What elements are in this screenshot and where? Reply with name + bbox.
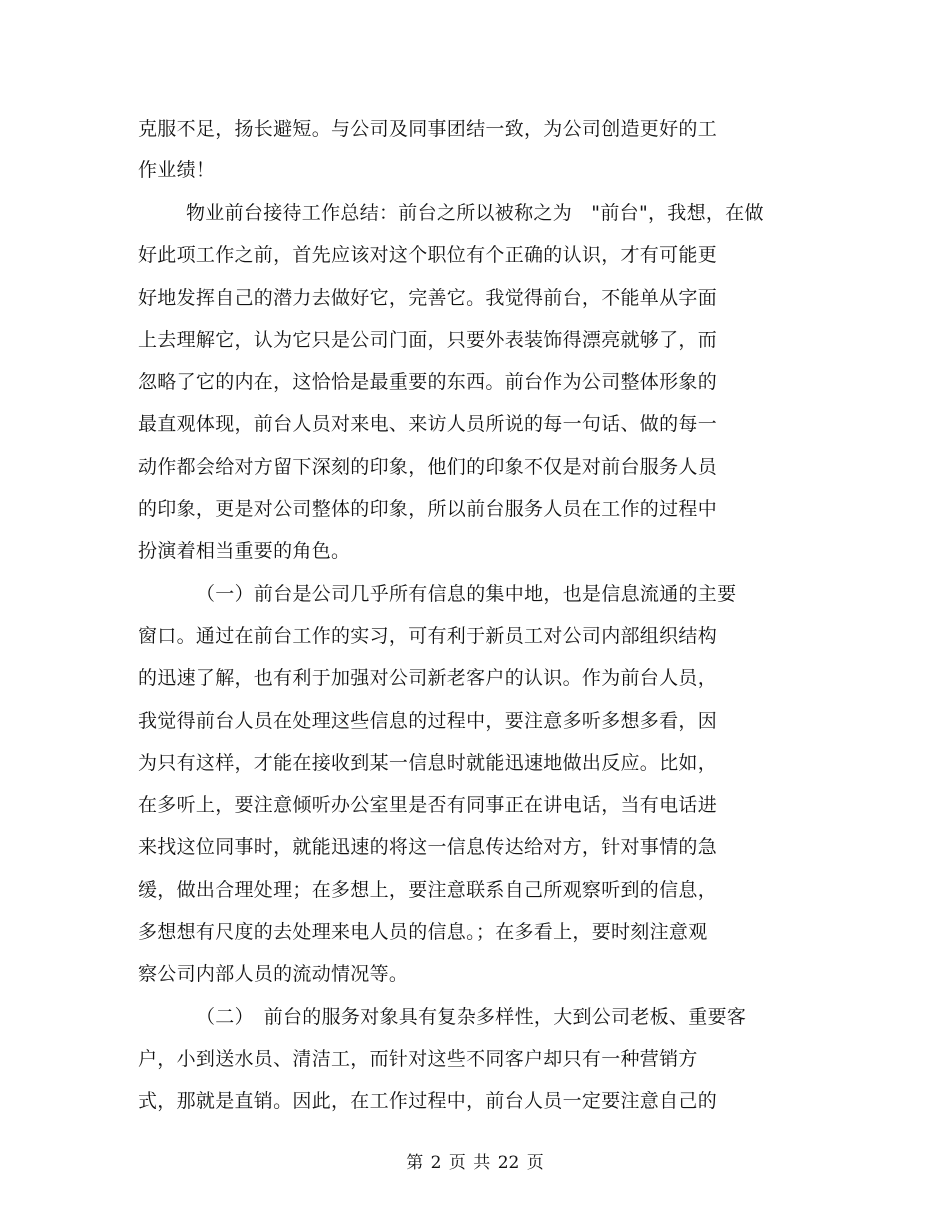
text-line-8: 最直观体现，前台人员对来电、来访人员所说的每一句话、做的每一 — [138, 413, 718, 435]
text-line-6: 上去理解它，认为它只是公司门面，只要外表装饰得漂亮就够了，而 — [138, 329, 718, 351]
text-line-23: 户，小到送水员、清洁工，而针对这些不同客户却只有一种营销方 — [138, 1048, 698, 1070]
text-line-20: 多想想有尺度的去处理来电人员的信息。；在多看上，要时刻注意观 — [138, 921, 708, 943]
text-line-15: 我觉得前台人员在处理这些信息的过程中，要注意多听多想多看，因 — [138, 710, 718, 732]
text-line-16: 为只有这样，才能在接收到某一信息时就能迅速地做出反应。比如， — [138, 752, 718, 774]
text-line-11: 扮演着相当重要的角色。 — [138, 540, 351, 562]
text-line-14: 的迅速了解，也有利于加强对公司新老客户的认识。作为前台人员， — [138, 667, 718, 689]
page-number-footer: 第 2 页 共 22 页 — [406, 1153, 544, 1173]
text-line-13: 窗口。通过在前台工作的实习，可有利于新员工对公司内部组织结构 — [138, 625, 718, 647]
text-line-4: 好此项工作之前，首先应该对这个职位有个正确的认识，才有可能更 — [138, 244, 718, 266]
text-line-18: 来找这位同事时，就能迅速的将这一信息传达给对方，针对事情的急 — [138, 836, 718, 858]
text-line-2: 作业绩！ — [138, 159, 216, 181]
text-line-19: 缓，做出合理处理；在多想上，要注意联系自己所观察听到的信息， — [138, 879, 718, 901]
text-line-17: 在多听上，要注意倾听办公室里是否有同事正在讲电话，当有电话进 — [138, 794, 718, 816]
text-line-22: （二） 前台的服务对象具有复杂多样性，大到公司老板、重要客 — [196, 1006, 747, 1028]
text-line-24: 式，那就是直销。因此，在工作过程中，前台人员一定要注意自己的 — [138, 1090, 718, 1112]
text-line-7: 忽略了它的内在，这恰恰是最重要的东西。前台作为公司整体形象的 — [138, 371, 718, 393]
text-line-12: （一）前台是公司几乎所有信息的集中地，也是信息流通的主要 — [196, 583, 737, 605]
text-line-1: 克服不足，扬长避短。与公司及同事团结一致，为公司创造更好的工 — [138, 118, 718, 140]
text-line-5: 好地发挥自己的潜力去做好它，完善它。我觉得前台，不能单从字面 — [138, 287, 718, 309]
text-line-3: 物业前台接待工作总结：前台之所以被称之为 "前台"，我想，在做 — [186, 202, 764, 224]
text-line-9: 动作都会给对方留下深刻的印象，他们的印象不仅是对前台服务人员 — [138, 456, 718, 478]
text-line-10: 的印象，更是对公司整体的印象，所以前台服务人员在工作的过程中 — [138, 498, 718, 520]
text-line-21: 察公司内部人员的流动情况等。 — [138, 963, 409, 985]
